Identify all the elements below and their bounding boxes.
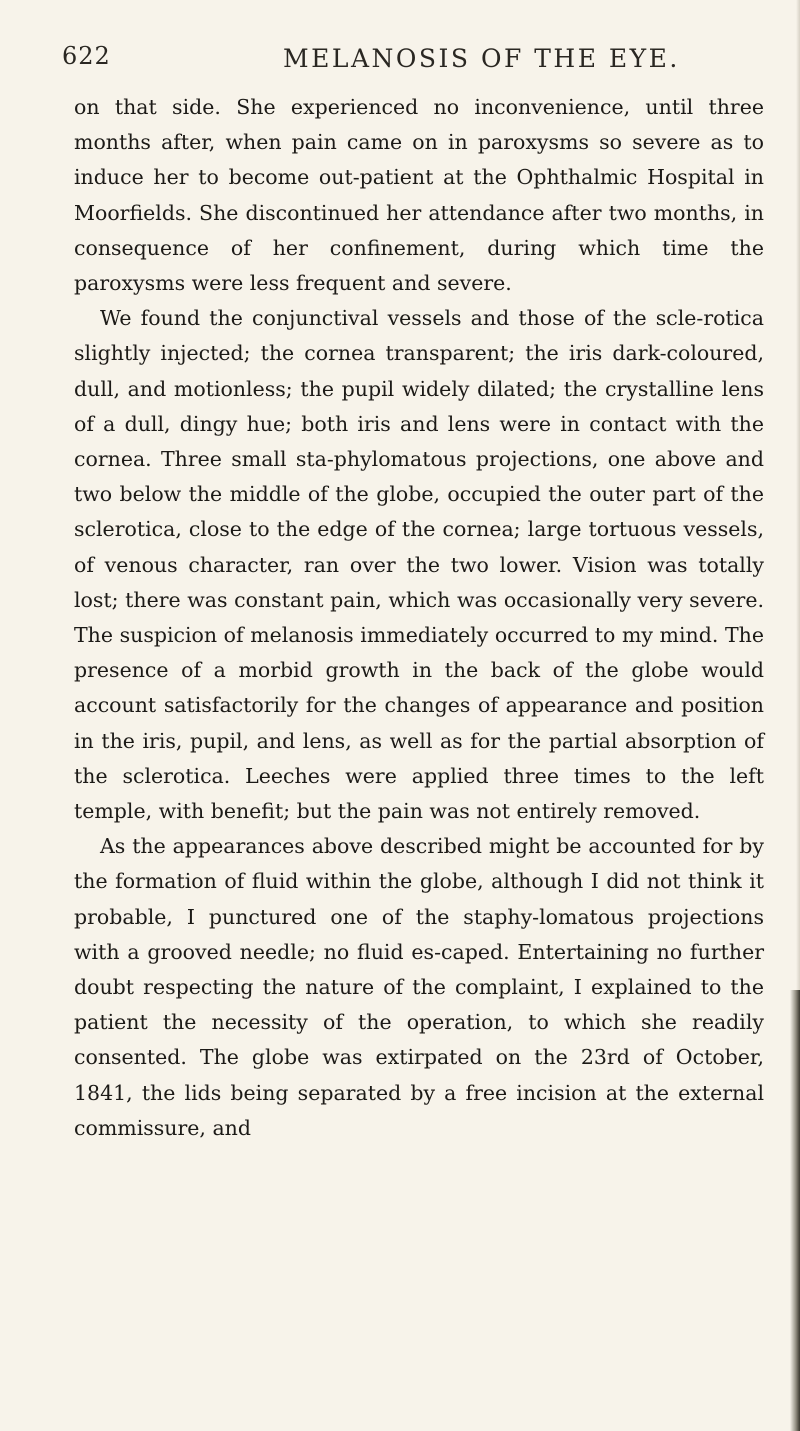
page-number: 622 (62, 42, 111, 70)
paragraph: on that side. She experienced no inconvenience, until three months after, when pain came on in paroxysms so severe as to induce her to become out-patient at the Ophthalmic Hospital in Moorfields. She discontinued her attendance after two months, in consequence of her confinement, during which time the paroxysms were less frequent and severe. (74, 95, 764, 296)
body-text (74, 90, 764, 1146)
running-head: MELANOSIS OF THE EYE. (283, 44, 680, 73)
paragraph: We found the conjunctival vessels and those of the scle-rotica slightly injected; the cornea transparent; the iris dark-coloured, dull, and motionless; the pupil widely dilated; the crystalline lens of a dull, dingy hue; both iris and lens were in contact with the cornea. Three small sta-phylomatous projections, one above and two below the middle of the globe, occupied the outer part of the sclerotica, close to the edge of the cornea; large tortuous vessels, of venous character, ran over the two lower. Vision was totally lost; there was constant pain, which was occasionally very severe. The suspicion of melanosis immediately occurred to my mind. The presence of a morbid growth in the back of the globe would account satisfactorily for the changes of appearance and position in the iris, pupil, and lens, as well as for the partial absorption of the sclerotica. Leeches were applied three times to the left temple, with benefit; but the pain was not entirely removed. (74, 306, 764, 824)
paragraph: As the appearances above described might be accounted for by the formation of fluid within the globe, although I did not think it probable, I punctured one of the staphy-lomatous projections with a grooved needle; no fluid es-caped. Entertaining no further doubt respecting the nature of the complaint, I explained to the patient the necessity of the operation, to which she readily consented. The globe was extirpated on the 23rd of October, 1841, the lids being separated by a free incision at the external commissure, and (74, 834, 764, 1140)
page-edge-shadow (790, 990, 800, 1431)
